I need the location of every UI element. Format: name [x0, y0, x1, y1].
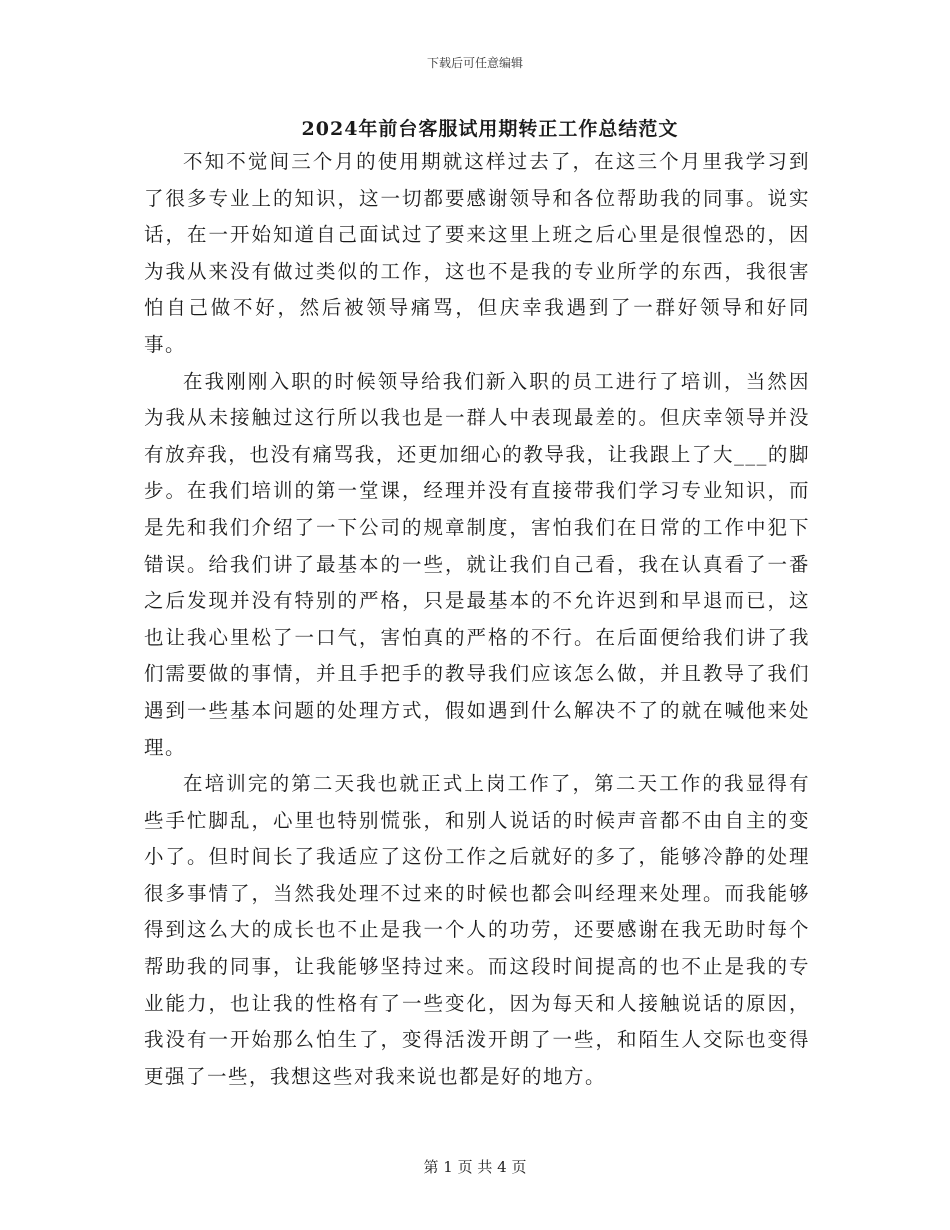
- document-title: 2024年前台客服试用期转正工作总结范文: [301, 118, 679, 140]
- document-body: [144, 144, 810, 1095]
- paragraph-2: 在我刚刚入职的时候领导给我们新入职的员工进行了培训，当然因为我从未接触过这行所以我也是一群人中表现最差的。但庆幸领导并没有放弃我，也没有痛骂我，还更加细心的教导我，让我跟上了大___的脚步。在我们培训的第一堂课，经理并没有直接带我们学习专业知识，而是先和我们介绍了一下公司的规章制度，害怕我们在日常的工作中犯下错误。给我们讲了最基本的一些，就让我们自己看，我在认真看了一番之后发现并没有特别的严格，只是最基本的不允许迟到和早退而已，这也让我心里松了一口气，害怕真的严格的不行。在后面便给我们讲了我们需要做的事情，并且手把手的教导我们应该怎么做，并且教导了我们遇到一些基本问题的处理方式，假如遇到什么解决不了的就在喊他来处理。: [144, 369, 810, 759]
- paragraph-3: 在培训完的第二天我也就正式上岗工作了，第二天工作的我显得有些手忙脚乱，心里也特别慌张，和别人说话的时候声音都不由自主的变小了。但时间长了我适应了这份工作之后就好的多了，能够冷静的处理很多事情了，当然我处理不过来的时候也都会叫经理来处理。而我能够得到这么大的成长也不止是我一个人的功劳，还要感谢在我无助时每个帮助我的同事，让我能够坚持过来。而这段时间提高的也不止是我的专业能力，也让我的性格有了一些变化，因为每天和人接触说话的原因，我没有一开始那么怕生了，变得活泼开朗了一些，和陌生人交际也变得更强了一些，我想这些对我来说也都是好的地方。: [144, 772, 810, 1088]
- paragraph-1: 不知不觉间三个月的使用期就这样过去了，在这三个月里我学习到了很多专业上的知识，这一切都要感谢领导和各位帮助我的同事。说实话，在一开始知道自己面试过了要来这里上班之后心里是很惶恐的，因为我从来没有做过类似的工作，这也不是我的专业所学的东西，我很害怕自己做不好，然后被领导痛骂，但庆幸我遇到了一群好领导和好同事。: [144, 150, 810, 356]
- page-header-note: 下载后可任意编辑: [426, 56, 523, 70]
- page-number: 第 1 页 共 4 页: [423, 1158, 527, 1176]
